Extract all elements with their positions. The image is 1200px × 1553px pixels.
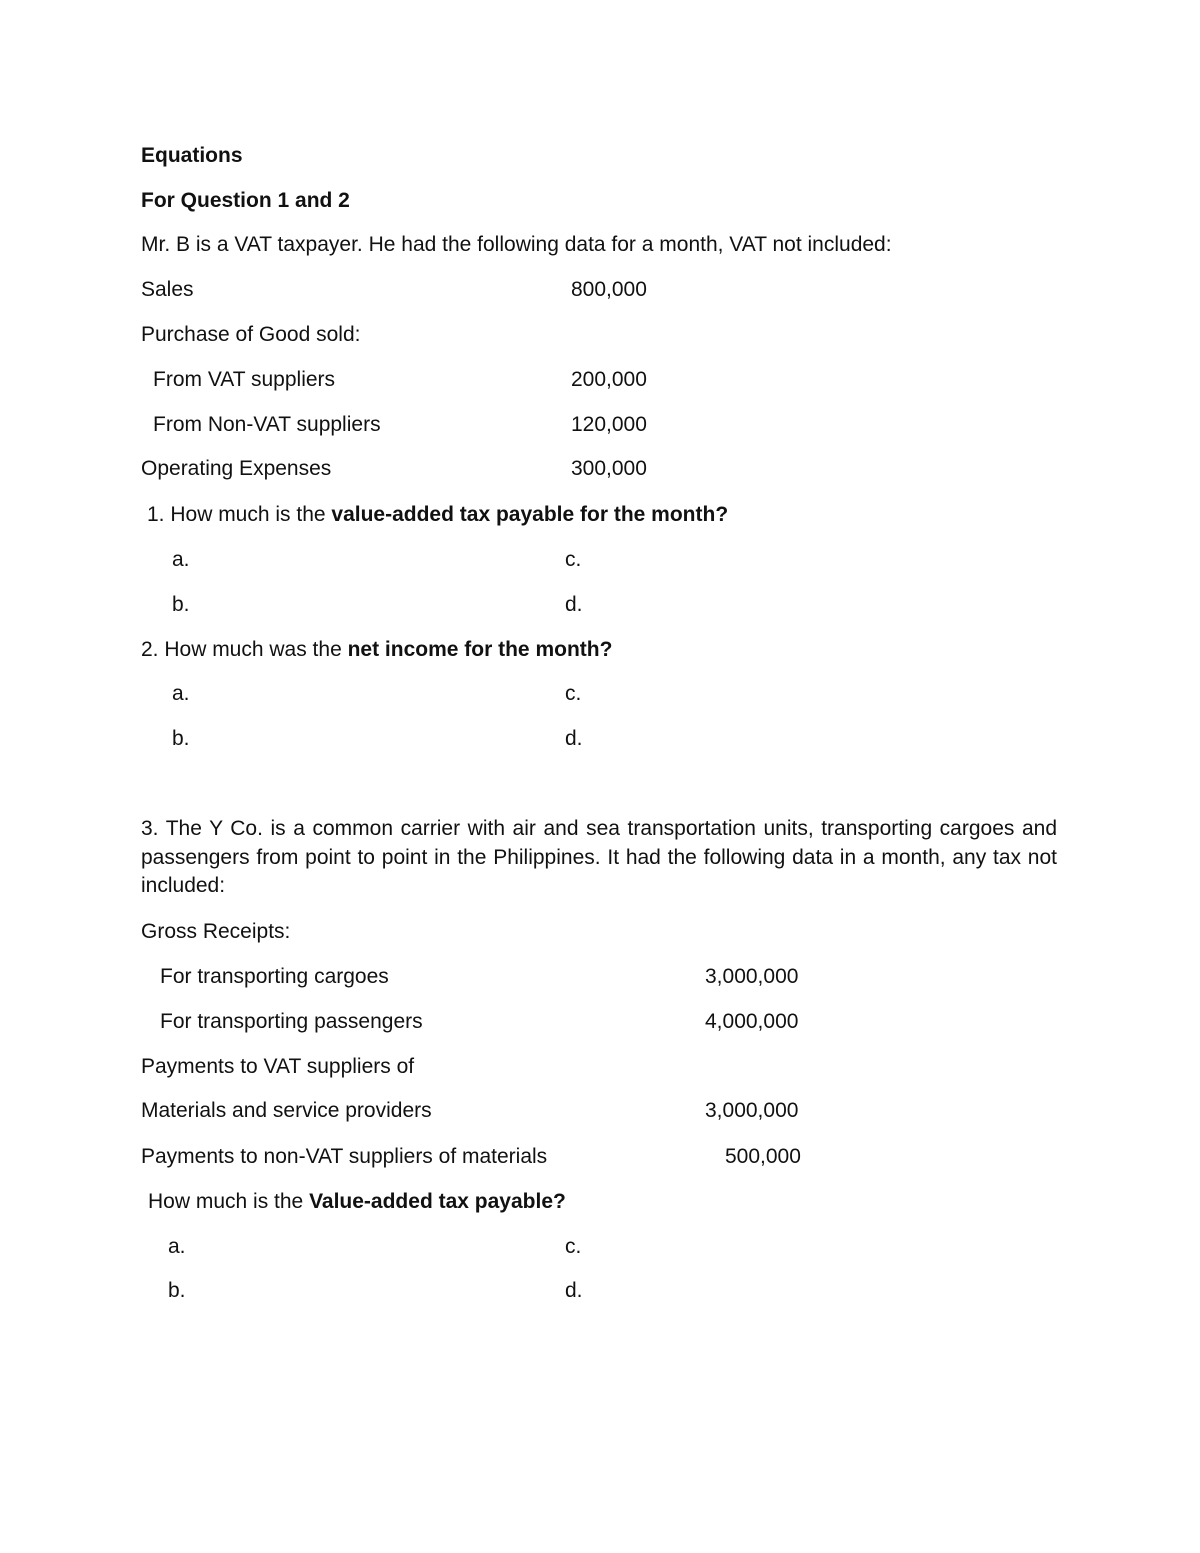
choice-a: a. bbox=[168, 1235, 186, 1258]
row-value: 800,000 bbox=[571, 278, 647, 301]
row-value: 200,000 bbox=[571, 368, 647, 391]
choice-c: c. bbox=[565, 1235, 582, 1258]
row-label: Gross Receipts: bbox=[141, 920, 291, 943]
choice-a: a. bbox=[172, 548, 190, 571]
question-1 bbox=[147, 503, 728, 527]
row-value: 500,000 bbox=[725, 1145, 801, 1168]
question-prefix: How much is the bbox=[148, 1190, 310, 1213]
question-prefix: 1. How much is the bbox=[147, 503, 332, 526]
question-3 bbox=[148, 1190, 566, 1214]
question-prefix: 2. How much was the bbox=[141, 638, 348, 661]
choice-b: b. bbox=[172, 593, 190, 616]
choice-d: d. bbox=[565, 593, 583, 616]
row-label: Sales bbox=[141, 278, 194, 301]
row-value: 300,000 bbox=[571, 457, 647, 480]
row-label: From Non-VAT suppliers bbox=[153, 413, 381, 436]
question-3-intro: 3. The Y Co. is a common carrier with air and sea transportation units, transporting cargoes and passengers from point to point in the Philippines. It had the following data in a month, any tax not included: bbox=[141, 817, 1057, 898]
choice-b: b. bbox=[172, 727, 190, 750]
section-intro: Mr. B is a VAT taxpayer. He had the following data for a month, VAT not included: bbox=[141, 233, 892, 256]
row-label: For transporting passengers bbox=[160, 1010, 423, 1033]
question-2 bbox=[141, 638, 612, 662]
row-value: 3,000,000 bbox=[705, 965, 799, 988]
document-title: Equations bbox=[141, 144, 243, 167]
question-emphasis: value-added tax payable for the month? bbox=[331, 503, 729, 526]
row-value: 120,000 bbox=[571, 413, 647, 436]
row-label: Operating Expenses bbox=[141, 457, 332, 480]
row-label: Payments to non-VAT suppliers of materials bbox=[141, 1145, 548, 1168]
row-label: Purchase of Good sold: bbox=[141, 323, 361, 346]
choice-a: a. bbox=[172, 682, 190, 705]
row-label: Materials and service providers bbox=[141, 1099, 432, 1122]
choice-b: b. bbox=[168, 1279, 186, 1302]
row-value: 4,000,000 bbox=[705, 1010, 799, 1033]
choice-c: c. bbox=[565, 682, 582, 705]
question-emphasis: net income for the month? bbox=[347, 638, 613, 661]
section-heading: For Question 1 and 2 bbox=[141, 189, 350, 212]
choice-c: c. bbox=[565, 548, 582, 571]
row-label: For transporting cargoes bbox=[160, 965, 389, 988]
row-label: Payments to VAT suppliers of bbox=[141, 1055, 415, 1078]
choice-d: d. bbox=[565, 1279, 583, 1302]
choice-d: d. bbox=[565, 727, 583, 750]
row-value: 3,000,000 bbox=[705, 1099, 799, 1122]
row-label: From VAT suppliers bbox=[153, 368, 336, 391]
question-emphasis: Value-added tax payable? bbox=[309, 1190, 566, 1213]
